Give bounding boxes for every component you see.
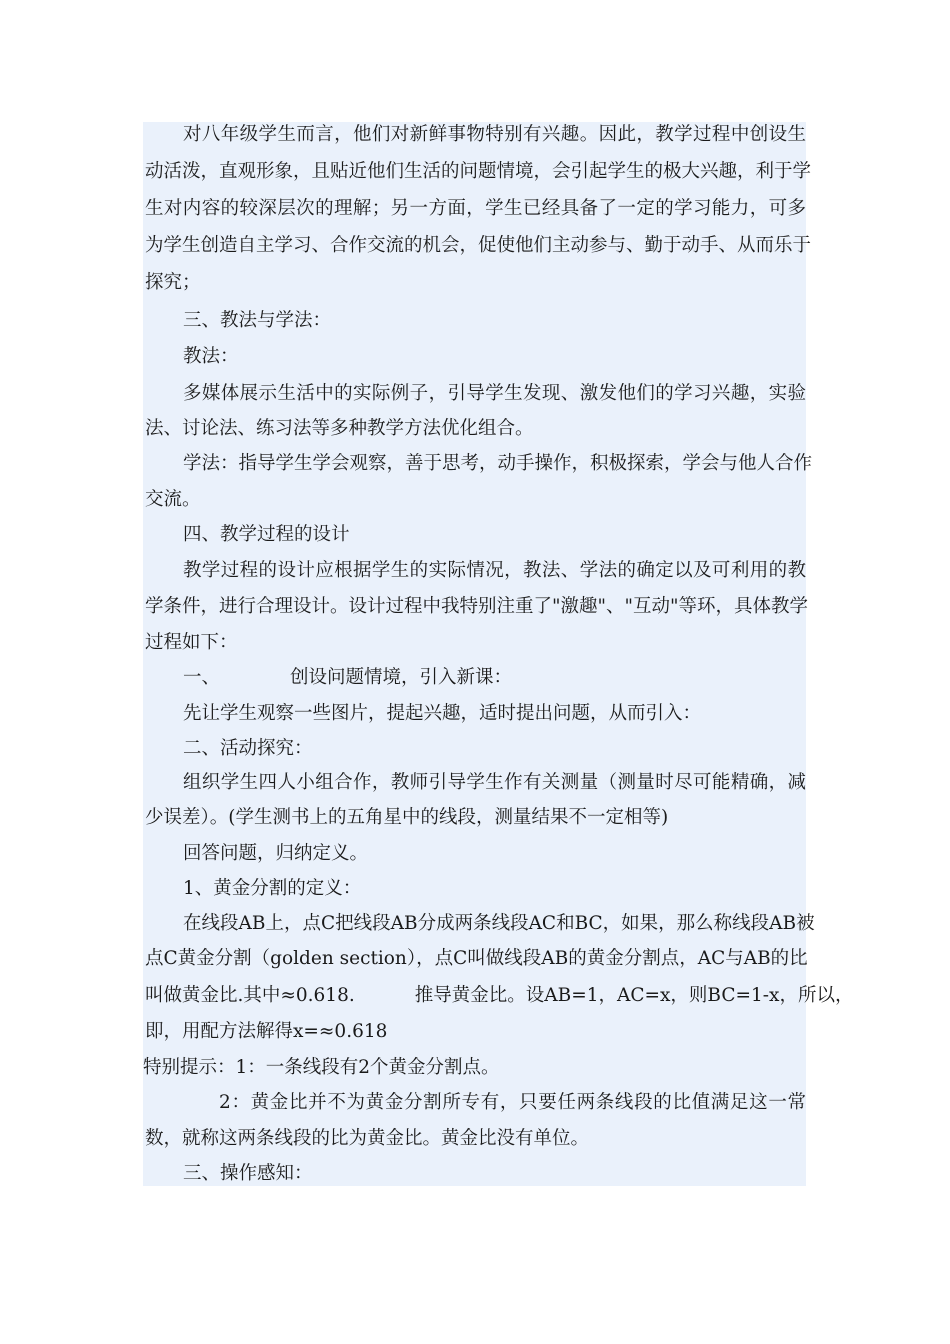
golden-ratio-value: 叫做黄金比.其中≈0.618.: [145, 985, 355, 1006]
paragraph-line: [145, 981, 853, 1011]
paragraph-line: 2：黄金比并不为黄金分割所专有，只要任两条线段的比值满足这一常: [219, 1092, 806, 1113]
paragraph-line: 学条件，进行合理设计。设计过程中我特别注重了"激趣"、"互动"等环，具体教学: [145, 596, 809, 617]
paragraph-line: 过程如下：: [145, 632, 238, 653]
derivation-text: 推导黄金比。设AB=1，AC=x，则BC=1-x，所以，: [414, 985, 854, 1006]
paragraph-line: 教学过程的设计应根据学生的实际情况，教法、学法的确定以及可利用的教: [183, 560, 806, 581]
paragraph-line: 数，就称这两条线段的比为黄金比。黄金比没有单位。: [145, 1128, 590, 1149]
section-heading: 三、操作感知：: [183, 1163, 313, 1184]
section-heading: 二、活动探究：: [183, 738, 313, 759]
section-heading: 四、教学过程的设计: [183, 524, 350, 545]
paragraph-line: 回答问题，归纳定义。: [183, 843, 369, 864]
step-heading: [183, 663, 512, 693]
paragraph-line: 点C黄金分割（golden section），点C叫做线段AB的黄金分割点，AC与AB的比: [145, 948, 808, 969]
paragraph-line: 在线段AB上，点C把线段AB分成两条线段AC和BC，如果，那么称线段AB被: [183, 913, 815, 934]
paragraph-line: 学法：指导学生学会观察，善于思考，动手操作，积极探索，学会与他人合作: [183, 453, 813, 474]
subheading: 教法：: [183, 346, 239, 367]
subheading: 1、黄金分割的定义：: [183, 878, 362, 899]
paragraph-line: 先让学生观察一些图片，提起兴趣，适时提出问题，从而引入：: [183, 703, 702, 724]
paragraph-line: 交流。: [145, 489, 201, 510]
paragraph-line: 探究；: [145, 272, 201, 293]
paragraph-line: 即，用配方法解得x=≈0.618: [145, 1021, 388, 1042]
paragraph-line: 为学生创造自主学习、合作交流的机会，促使他们主动参与、勤于动手、从而乐于: [145, 235, 812, 256]
step-number: 一、: [183, 667, 221, 688]
paragraph-line: 动活泼，直观形象，且贴近他们生活的问题情境，会引起学生的极大兴趣，利于学: [145, 161, 812, 182]
paragraph-line: 多媒体展示生活中的实际例子，引导学生发现、激发他们的学习兴趣，实验: [183, 383, 806, 404]
paragraph-line: 少误差）。(学生测书上的五角星中的线段，测量结果不一定相等): [145, 807, 669, 828]
section-heading: 三、教法与学法：: [183, 310, 332, 331]
paragraph-line: 法、讨论法、练习法等多种教学方法优化组合。: [145, 418, 534, 439]
special-note: 特别提示：1：一条线段有2个黄金分割点。: [143, 1057, 500, 1078]
paragraph-line: 对八年级学生而言，他们对新鲜事物特别有兴趣。因此，教学过程中创设生: [183, 124, 806, 145]
paragraph-line: 组织学生四人小组合作，教师引导学生作有关测量（测量时尽可能精确，减: [183, 772, 806, 793]
paragraph-line: 生对内容的较深层次的理解；另一方面，学生已经具备了一定的学习能力，可多: [145, 198, 806, 219]
step-title: 创设问题情境，引入新课：: [290, 667, 513, 688]
